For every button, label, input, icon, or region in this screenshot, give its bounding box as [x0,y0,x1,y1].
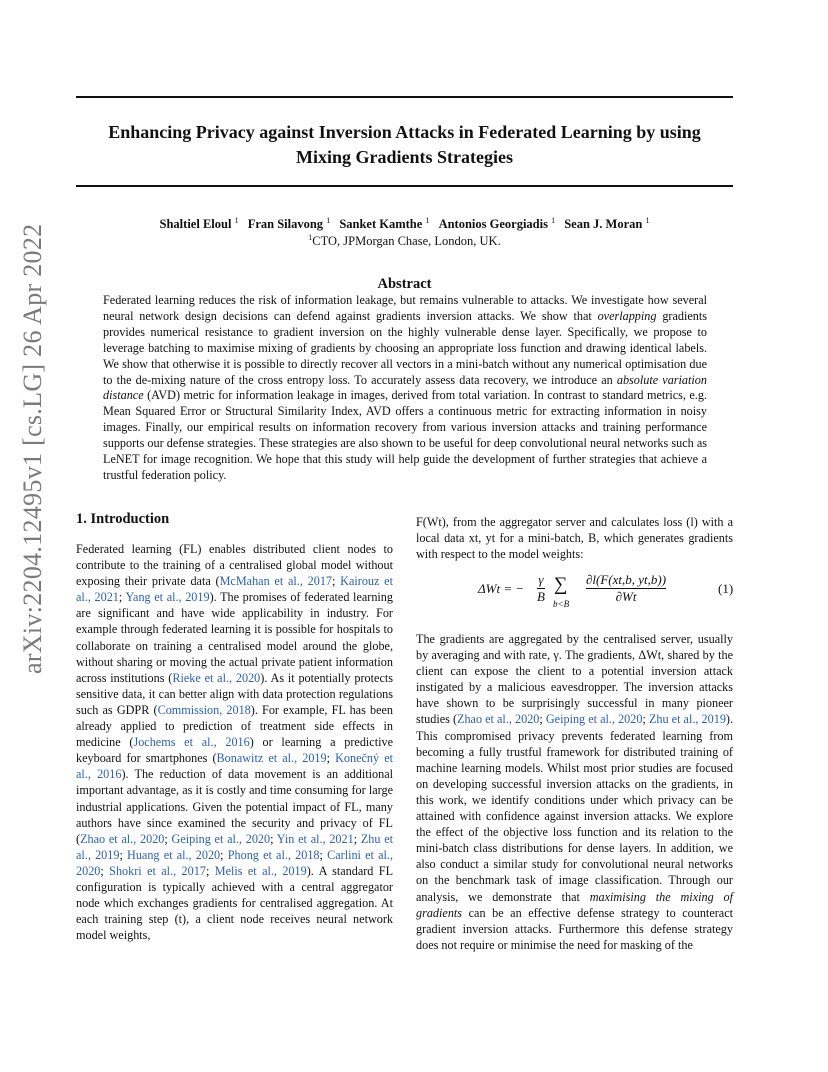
author: Antonios Georgiadis $^1$ [438,216,556,232]
equation-1 [416,566,733,616]
citation-link[interactable]: Zhao et al., 2020 [80,831,165,846]
author: Shaltiel Eloul $^1$ [159,216,239,232]
arxiv-sidebar-id: arXiv:2204.12495v1 [cs.LG] 26 Apr 2022 [18,223,47,674]
citation-link[interactable]: Yin et al., 2021 [276,831,354,846]
right-column-paragraph: The gradients are aggregated by the centralised server, usually by averaging and with rate, γ. The gradients, ΔWt, shared by the client can expose the client to a potential inversion attack instigated by a malicious eavesdropper. The inversion attacks have shown to be surprisingly successful in many pioneer studies (Zhao et al., 2020; Geiping et al., 2020; Zhu et al., 2019). This compromised privacy prevents federated learning from becoming a fully trustful framework for distributed training of machine learning models. Whilst most prior studies are focused on developing successful inversion attacks on the gradients, in this work, we identify conditions under which privacy can be attained with confidence against inversion attacks. We explore the effect of the objective loss function and its relation to the mini-batch class distributions for dense layers. In addition, we also conduct a similar study for convolutional neural networks on the benchmark task of image classification. Through our analysis, we demonstrate that maximising the mixing of gradients can be an effective defense strategy to counteract gradient inversion attacks. Furthermore this defense strategy does not require or minimise the need for masking of the [416,632,734,952]
title-line-2: Mixing Gradients Strategies [296,147,513,167]
citation-link[interactable]: Melis et al., 2019 [214,863,307,878]
citation-link[interactable]: Carlini et al., 2020 [76,847,393,878]
abstract-heading: Abstract [377,276,432,292]
title-rule-top [76,96,733,98]
author: Sean J. Moran $^1$ [564,216,650,232]
title-rule-bottom [76,185,733,187]
citation-link[interactable]: Konečný et al., 2016 [76,751,393,782]
equation-gradient-fraction: ∂l(F(xt,b, yt,b)) ∂Wt [586,572,667,604]
title-line-1: Enhancing Privacy against Inversion Attacks in Federated Learning by using [108,122,701,142]
citation-link[interactable]: Huang et al., 2020 [127,847,221,862]
section-heading-introduction: 1. Introduction [76,511,170,527]
citation-link[interactable]: Jochems et al., 2016 [133,735,250,750]
author-list [76,216,733,232]
abstract-body: Federated learning reduces the risk of information leakage, but remains vulnerable to attacks. We investigate how several neural network design decisions can defend against gradients inversion attacks. We show that overlapping gradients provides numerical resistance to gradient inversion on the highly vulnerable dense layer. Specifically, we propose to leverage batching to maximise mixing of gradients by choosing an appropriate loss function and drawing identical labels. We show that otherwise it is possible to directly recover all vectors in a mini-batch without any numerical optimisation due to the de-mixing nature of the cross entropy loss. To accurately assess data recovery, we introduce an absolute variation distance (AVD) metric for information leakage in images, derived from total variation. In contrast to standard metrics, e.g. Mean Squared Error or Structural Similarity Index, AVD offers a continuous metric for extracting information in noisy images. Finally, our empirical results on information recovery from various inversion attacks and training performance supports our defense strategies. These strategies are also shown to be useful for deep convolutional neural networks such as LeNET for image recognition. We hope that this study will help guide the development of further strategies that achieve a trustful federation policy. [103,293,707,482]
citation-link[interactable]: Geiping et al., 2020 [171,831,271,846]
intro-paragraph: Federated learning (FL) enables distributed client nodes to contribute to the training of a centralised global model without exposing their private data (McMahan et al., 2017; Kairouz et al., 2021; Yang et al., 2019). The promises of federated learning are significant and have wide applicability in industry. For example through federated learning it is possible for hospitals to collaborate on training a centralised model around the globe, without sharing or moving the actual private patient information across institutions (Rieke et al., 2020). As it potentially protects sensitive data, it can better align with data protection regulations such as GDPR (Commission, 2018). For example, FL has been already applied to prediction of treatment side effects in medicine (Jochems et al., 2016) or learning a predictive keyboard for smartphones (Bonawitz et al., 2019; Konečný et al., 2016). The reduction of data movement is an additional important advantage, as it is costly and time consuming for large industrial applications. Given the potential impact of FL, many authors have since examined the security and privacy of FL (Zhao et al., 2020; Geiping et al., 2020; Yin et al., 2021; Zhu et al., 2019; Huang et al., 2020; Phong et al., 2018; Carlini et al., 2020; Shokri et al., 2017; Melis et al., 2019). A standard FL configuration is typically achieved with a central aggregator node which exchanges gradients for centralised aggregation. At each training step (t), a client node receives neural network model weights, [76,542,394,943]
author: Fran Silavong $^1$ [247,216,331,232]
affiliation: $^1$CTO, JPMorgan Chase, London, UK. [308,233,501,249]
equation-lhs: ΔWt = − [478,581,525,596]
citation-link[interactable]: Zhu et al., 2019 [648,712,726,727]
citation-link[interactable]: Shokri et al., 2017 [109,863,206,878]
equation-rate-fraction: γ B [537,572,545,604]
right-column-intro-text: F(Wt), from the aggregator server and calculates loss (l) with a local data xt, yt for a mini-batch, B, which generates gradients with respect to the model weights: [416,515,733,562]
citation-link[interactable]: Kairouz et al., 2021 [76,574,393,605]
citation-link[interactable]: McMahan et al., 2017 [219,574,333,589]
citation-link[interactable]: Geiping et al., 2020 [545,712,643,727]
citation-link[interactable]: Rieke et al., 2020 [172,670,261,685]
summation-symbol: ∑ [554,574,568,595]
paper-title [76,120,733,170]
citation-link[interactable]: Commission, 2018 [157,702,251,717]
equation-number: (1) [718,581,734,596]
citation-link[interactable]: Zhao et al., 2020 [457,712,540,727]
citation-link[interactable]: Zhu et al., 2019 [76,831,394,862]
author: Sanket Kamthe $^1$ [339,216,430,232]
citation-link[interactable]: Yang et al., 2019 [125,590,210,605]
citation-link[interactable]: Phong et al., 2018 [227,847,320,862]
summation-subscript: b<B [553,599,570,609]
citation-link[interactable]: Bonawitz et al., 2019 [216,751,327,766]
